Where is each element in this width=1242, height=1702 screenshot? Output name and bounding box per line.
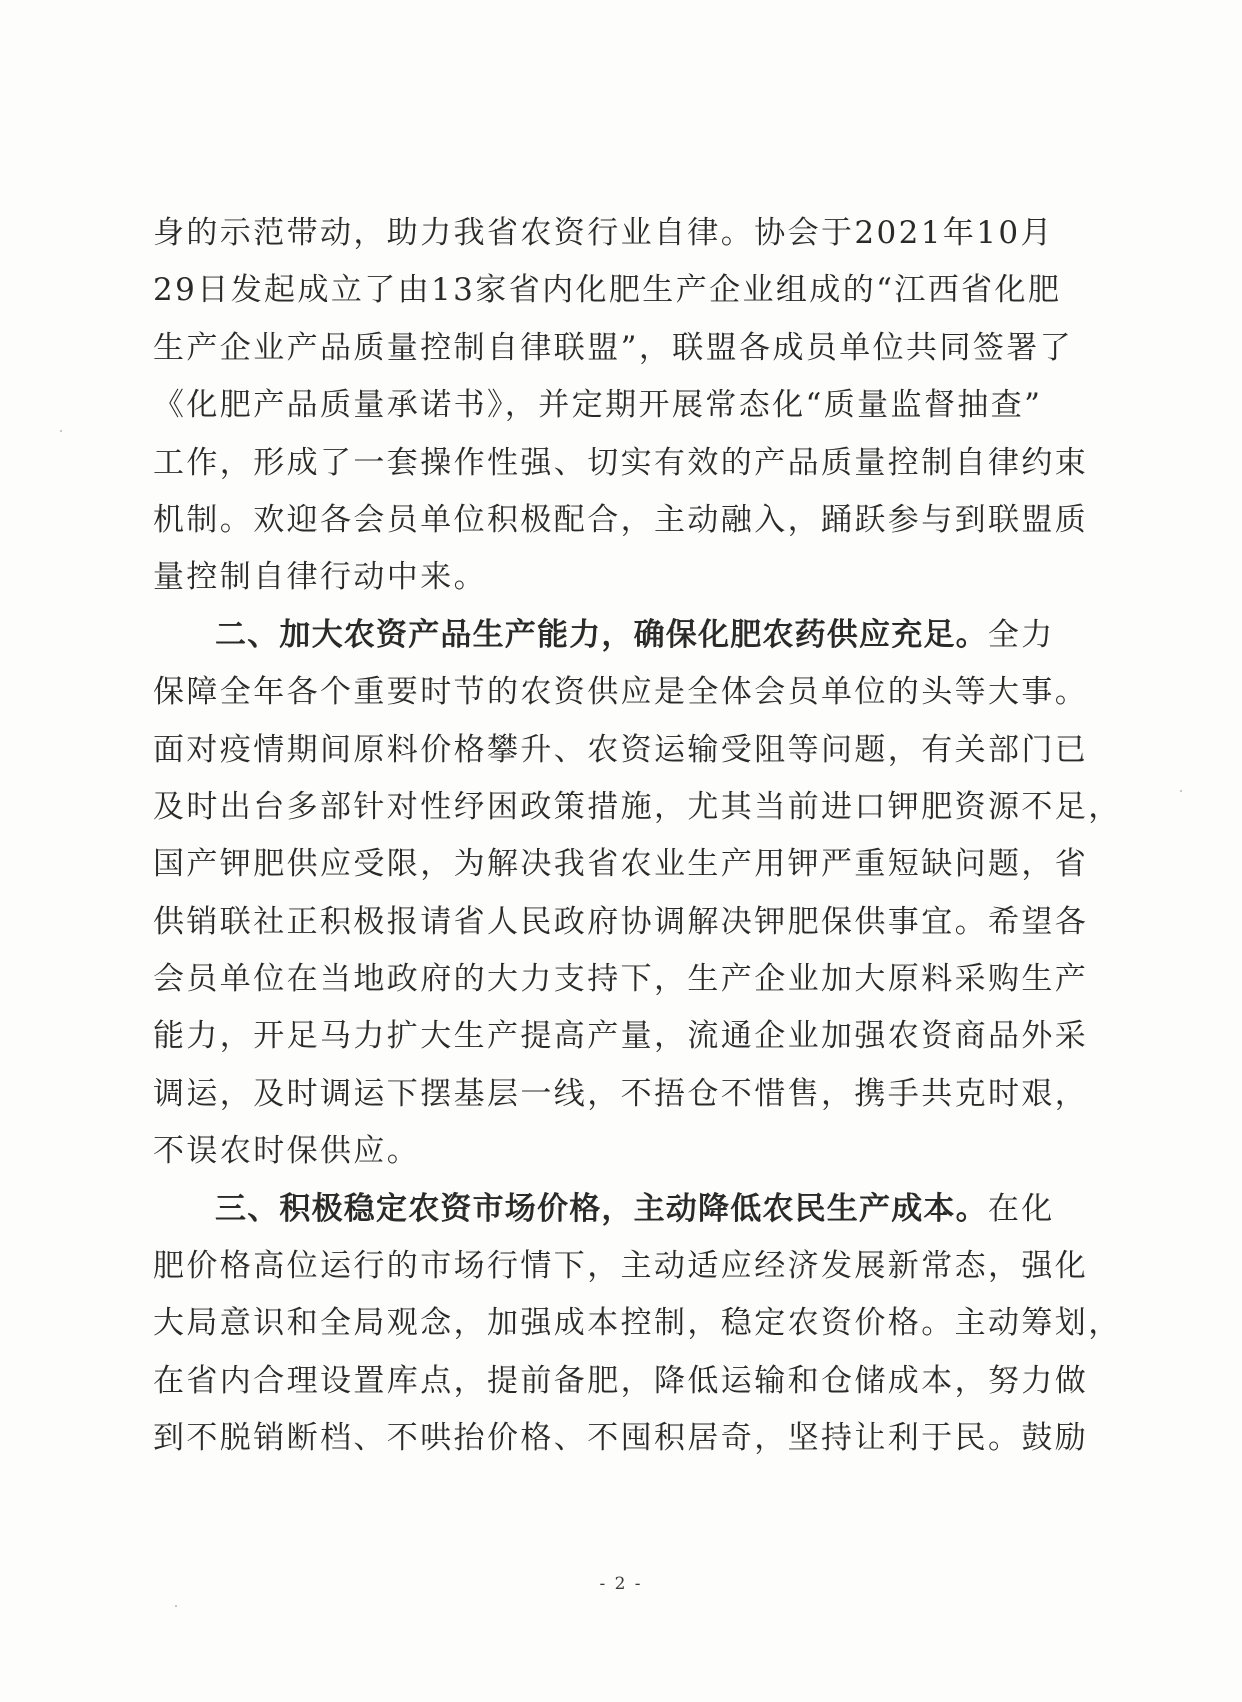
text-line: 会员单位在当地政府的大力支持下，生产企业加大原料采购生产 xyxy=(153,961,1089,998)
scan-speck xyxy=(175,1605,177,1607)
section-2-heading: 二、加大农资产品生产能力，确保化肥农药供应充足。 xyxy=(215,616,988,653)
section-3-lead-text: 在化 xyxy=(987,1190,1055,1227)
scan-speck xyxy=(1180,790,1182,792)
text-line: 29日发起成立了由13家省内化肥生产企业组成的“江西省化肥 xyxy=(153,272,1062,309)
text-line: 能力，开足马力扩大生产提高产量，流通企业加强农资商品外采 xyxy=(153,1018,1089,1055)
text-line: 国产钾肥供应受限，为解决我省农业生产用钾严重短缺问题，省 xyxy=(153,846,1089,883)
text-line: 在省内合理设置库点，提前备肥，降低运输和仓储成本，努力做 xyxy=(153,1362,1089,1399)
text-line: 工作，形成了一套操作性强、切实有效的产品质量控制自律约束 xyxy=(153,444,1089,481)
section-2-first-line xyxy=(153,607,1067,664)
text-line: 生产企业产品质量控制自律联盟”，联盟各成员单位共同签署了 xyxy=(153,329,1074,366)
text-line: 机制。欢迎各会员单位积极配合，主动融入，踊跃参与到联盟质 xyxy=(153,501,1089,538)
text-line: 肥价格高位运行的市场行情下，主动适应经济发展新常态，强化 xyxy=(153,1248,1089,1285)
text-line: 调运，及时调运下摆基层一线，不捂仓不惜售，携手共克时艰， xyxy=(153,1075,1089,1112)
text-line: 量控制自律行动中来。 xyxy=(153,559,487,596)
text-line: 不误农时保供应。 xyxy=(153,1133,421,1170)
text-line: 《化肥产品质量承诺书》，并定期开展常态化“质量监督抽查” xyxy=(153,387,1043,424)
text-line: 及时出台多部针对性纾困政策措施，尤其当前进口钾肥资源不足， xyxy=(153,788,1122,825)
page-number: - 2 - xyxy=(599,1574,643,1594)
section-2-lead-text: 全力 xyxy=(987,616,1055,653)
text-line: 大局意识和全局观念，加强成本控制，稳定农资价格。主动筹划， xyxy=(153,1305,1122,1342)
text-line: 保障全年各个重要时节的农资供应是全体会员单位的头等大事。 xyxy=(153,674,1089,711)
body-text xyxy=(153,205,1122,1468)
text-line: 身的示范带动，助力我省农资行业自律。协会于2021年10月 xyxy=(153,215,1054,251)
scan-speck xyxy=(60,430,62,432)
text-line: 到不脱销断档、不哄抬价格、不囤积居奇，坚持让利于民。鼓励 xyxy=(153,1420,1089,1457)
section-3-first-line xyxy=(153,1181,1067,1238)
section-3-heading: 三、积极稳定农资市场价格，主动降低农民生产成本。 xyxy=(215,1190,988,1227)
text-line: 面对疫情期间原料价格攀升、农资运输受阻等问题，有关部门已 xyxy=(153,731,1089,768)
text-line: 供销联社正积极报请省人民政府协调解决钾肥保供事宜。希望各 xyxy=(153,903,1089,940)
